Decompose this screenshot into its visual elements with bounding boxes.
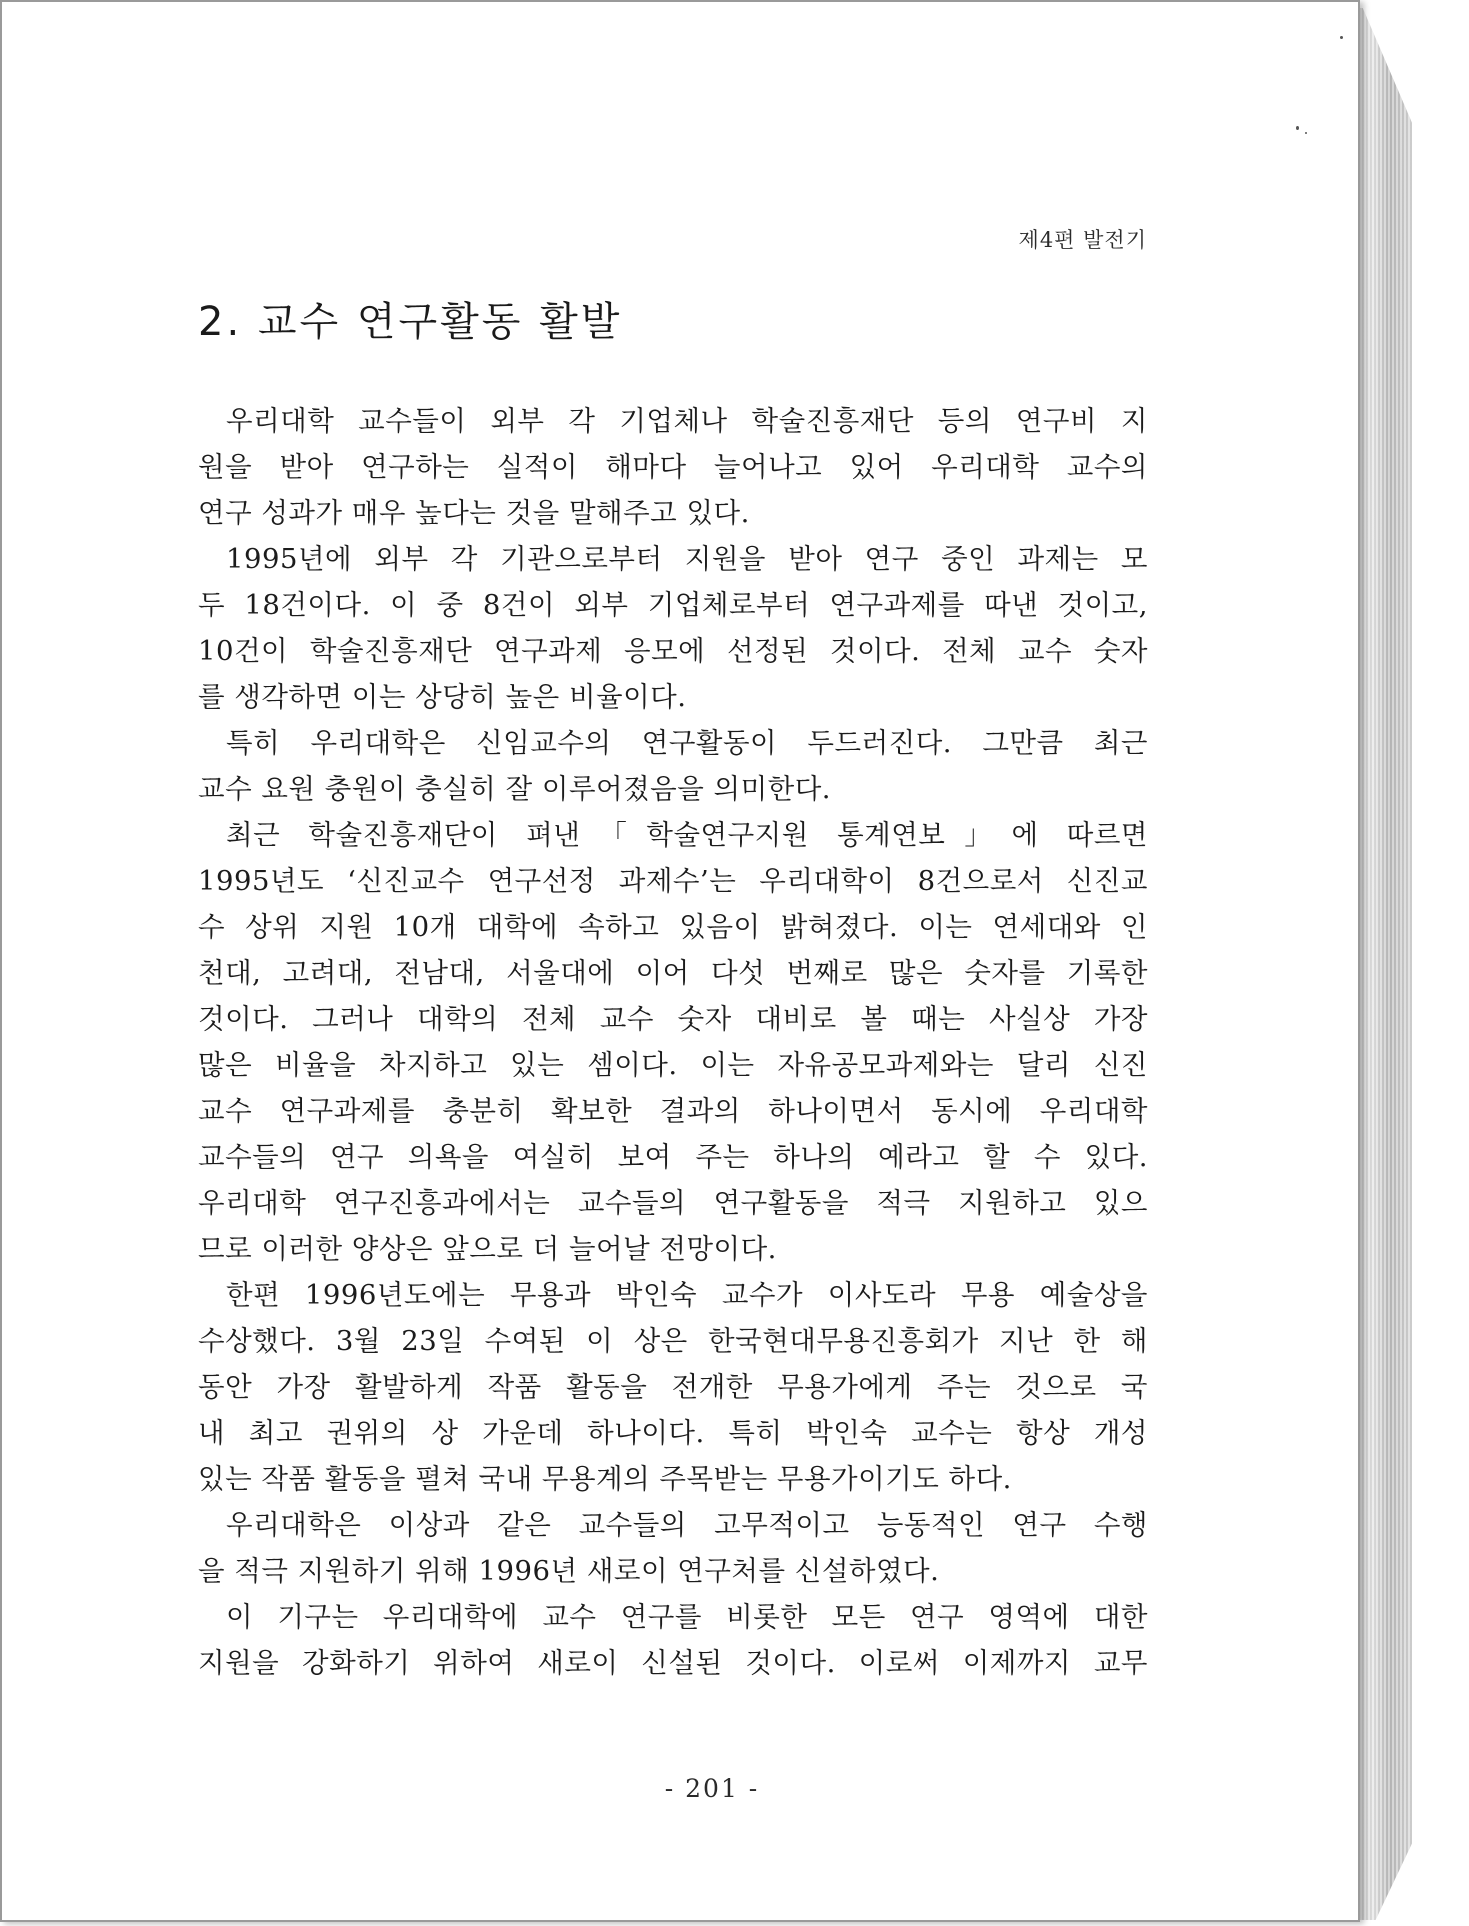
text-line: 교수 요원 충원이 충실히 잘 이루어졌음을 의미한다. <box>198 773 832 805</box>
text-line: 우리대학 연구진흥과에서는 교수들의 연구활동을 적극 지원하고 있으 <box>198 1187 1148 1219</box>
text-line: 수 상위 지원 10개 대학에 속하고 있음이 밝혀졌다. 이는 연세대와 인 <box>198 911 1148 943</box>
text-line: 지원을 강화하기 위하여 새로이 신설된 것이다. 이로써 이제까지 교무 <box>198 1647 1148 1679</box>
text-line: 천대, 고려대, 전남대, 서울대에 이어 다섯 번째로 많은 숫자를 기록한 <box>198 957 1148 989</box>
scan-speck <box>1305 132 1307 134</box>
text-line: 원을 받아 연구하는 실적이 해마다 늘어나고 있어 우리대학 교수의 <box>198 451 1148 483</box>
section-title: 2. 교수 연구활동 활발 <box>198 299 623 345</box>
text-line: 1995년도 ‘신진교수 연구선정 과제수’는 우리대학이 8건으로서 신진교 <box>198 865 1148 897</box>
text-line: 것이다. 그러나 대학의 전체 교수 숫자 대비로 볼 때는 사실상 가장 <box>198 1003 1148 1035</box>
text-line: 을 적극 지원하기 위해 1996년 새로이 연구처를 신설하였다. <box>198 1555 940 1587</box>
text-line: 수상했다. 3월 23일 수여된 이 상은 한국현대무용진흥회가 지난 한 해 <box>198 1325 1148 1357</box>
text-line: 두 18건이다. 이 중 8건이 외부 기업체로부터 연구과제를 따낸 것이고, <box>198 589 1148 621</box>
scan-speck <box>1296 126 1299 130</box>
text-line: 동안 가장 활발하게 작품 활동을 전개한 무용가에게 주는 것으로 국 <box>198 1371 1148 1403</box>
text-line: 많은 비율을 차지하고 있는 셈이다. 이는 자유공모과제와는 달리 신진 <box>198 1049 1148 1081</box>
text-line: 있는 작품 활동을 펼쳐 국내 무용계의 주목받는 무용가이기도 하다. <box>198 1463 1012 1495</box>
text-line: 한편 1996년도에는 무용과 박인숙 교수가 이사도라 무용 예술상을 <box>226 1279 1148 1311</box>
text-line: 최근 학술진흥재단이 펴낸「학술연구지원 통계연보」에 따르면 <box>226 819 1148 851</box>
text-line: 우리대학 교수들이 외부 각 기업체나 학술진흥재단 등의 연구비 지 <box>226 405 1148 437</box>
text-line: 이 기구는 우리대학에 교수 연구를 비롯한 모든 연구 영역에 대한 <box>226 1601 1148 1633</box>
page-stack-edge <box>1356 8 1412 1920</box>
text-line: 므로 이러한 양상은 앞으로 더 늘어날 전망이다. <box>198 1233 777 1265</box>
text-line: 교수 연구과제를 충분히 확보한 결과의 하나이면서 동시에 우리대학 <box>198 1095 1148 1127</box>
text-line: 우리대학은 이상과 같은 교수들의 고무적이고 능동적인 연구 수행 <box>226 1509 1148 1541</box>
text-line: 교수들의 연구 의욕을 여실히 보여 주는 하나의 예라고 할 수 있다. <box>198 1141 1148 1173</box>
text-line: 1995년에 외부 각 기관으로부터 지원을 받아 연구 중인 과제는 모 <box>226 543 1148 575</box>
scan-speck <box>1340 36 1343 39</box>
text-line: 내 최고 권위의 상 가운데 하나이다. 특히 박인숙 교수는 항상 개성 <box>198 1417 1148 1449</box>
text-line: 특히 우리대학은 신임교수의 연구활동이 두드러진다. 그만큼 최근 <box>226 727 1148 759</box>
page-number: - 201 - <box>664 1774 760 1803</box>
running-header: 제4편 발전기 <box>1018 228 1147 252</box>
text-line: 를 생각하면 이는 상당히 높은 비율이다. <box>198 681 687 713</box>
text-line: 10건이 학술진흥재단 연구과제 응모에 선정된 것이다. 전체 교수 숫자 <box>198 635 1148 667</box>
text-line: 연구 성과가 매우 높다는 것을 말해주고 있다. <box>198 497 750 529</box>
body-text <box>198 398 1148 1686</box>
